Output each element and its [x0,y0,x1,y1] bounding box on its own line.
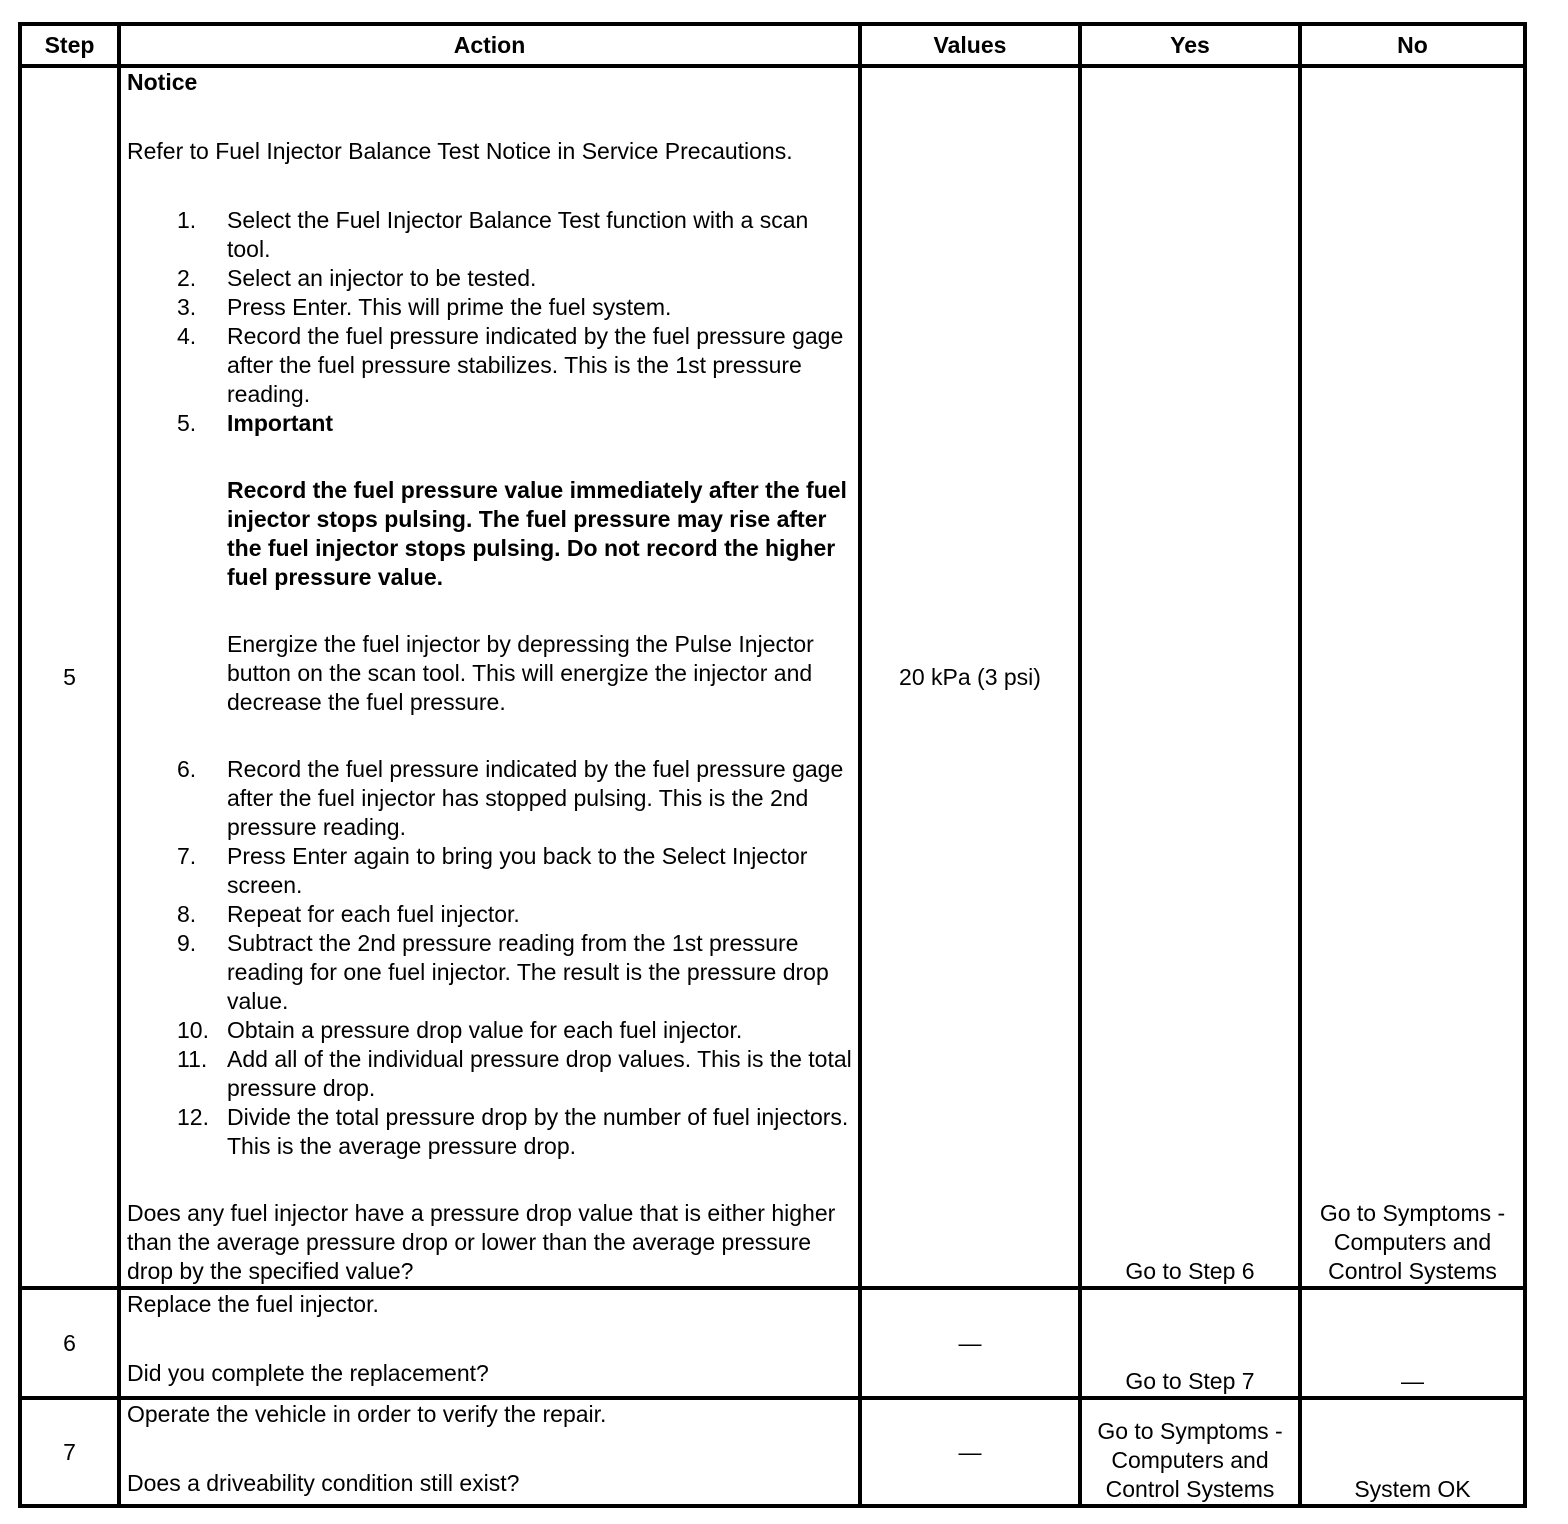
value-cell: 20 kPa (3 psi) [860,66,1080,1288]
list-item: 9. Subtract the 2nd pressure reading from the 1st pressure reading for one fuel injector. The result is the pressure drop value. [177,930,829,1014]
header-action: Action [119,24,860,66]
notice-title: Notice [127,69,198,95]
action-text: Replace the fuel injector. [127,1291,379,1317]
list-item: 4. Record the fuel pressure indicated by the fuel pressure gage after the fuel pressure stabilizes. This is the 1st pressure reading. [177,323,844,407]
list-item: 6. Record the fuel pressure indicated by the fuel pressure gage after the fuel injector has stopped pulsing. This is the 2nd pressure reading. [177,756,844,840]
header-no: No [1300,24,1525,66]
list-item: 10. Obtain a pressure drop value for each fuel injector. [177,1017,743,1043]
value-cell: — [860,1398,1080,1506]
question-text: Does a driveability condition still exist? [127,1470,520,1496]
energize-text: Energize the fuel injector by depressing the Pulse Injector button on the scan tool. This will energize the injector and decrease the fuel pressure. [227,631,814,715]
list-item: 11. Add all of the individual pressure drop values. This is the total pressure drop. [177,1046,852,1101]
list-item: 5. Important Record the fuel pressure value immediately after the fuel injector stops pulsing. The fuel pressure may rise after the fuel injector stops pulsing. Do not record the higher fuel pressure value. Energize the fuel injector by depressing the Pulse Injector button on the scan tool. This will energize the injector and decrease the fuel pressure. [177,409,852,755]
value-cell: — [860,1288,1080,1398]
no-cell: — [1300,1288,1525,1398]
header-values: Values [860,24,1080,66]
header-step: Step [20,24,119,66]
action-cell [119,1398,860,1506]
step-number: 6 [20,1288,119,1398]
yes-cell: Go to Step 7 [1080,1288,1300,1398]
step-number: 7 [20,1398,119,1506]
list-item: 2. Select an injector to be tested. [177,265,537,291]
action-cell [119,1288,860,1398]
diagnostic-table [18,22,1527,1508]
list-item: 12. Divide the total pressure drop by the number of fuel injectors. This is the average pressure drop. [177,1104,849,1159]
table-row-step-5 [20,66,1525,1288]
list-item: 1. Select the Fuel Injector Balance Test function with a scan tool. [177,207,809,262]
yes-cell: Go to Symptoms - Computers and Control Systems [1080,1398,1300,1506]
list-item: 7. Press Enter again to bring you back to the Select Injector screen. [177,843,808,898]
important-title: Important [227,410,334,436]
no-cell: Go to Symptoms - Computers and Control Systems [1300,66,1525,1288]
procedure-list [127,206,852,1161]
table-row-step-7 [20,1398,1525,1506]
table-row-step-6 [20,1288,1525,1398]
question-text: Did you complete the replacement? [127,1360,489,1386]
question-text: Does any fuel injector have a pressure drop value that is either higher than the average pressure drop or lower than the average pressure drop by the specified value? [127,1200,836,1284]
step-number: 5 [20,66,119,1288]
action-text: Operate the vehicle in order to verify the repair. [127,1401,607,1427]
no-cell: System OK [1300,1398,1525,1506]
header-row [20,24,1525,66]
list-item: 3. Press Enter. This will prime the fuel system. [177,294,672,320]
important-text: Record the fuel pressure value immediately after the fuel injector stops pulsing. The fuel pressure may rise after the fuel injector stops pulsing. Do not record the higher fuel pressure value. [227,477,847,590]
yes-cell: Go to Step 6 [1080,66,1300,1288]
header-yes: Yes [1080,24,1300,66]
action-cell [119,66,860,1288]
notice-text: Refer to Fuel Injector Balance Test Notice in Service Precautions. [127,138,793,164]
list-item: 8. Repeat for each fuel injector. [177,901,520,927]
